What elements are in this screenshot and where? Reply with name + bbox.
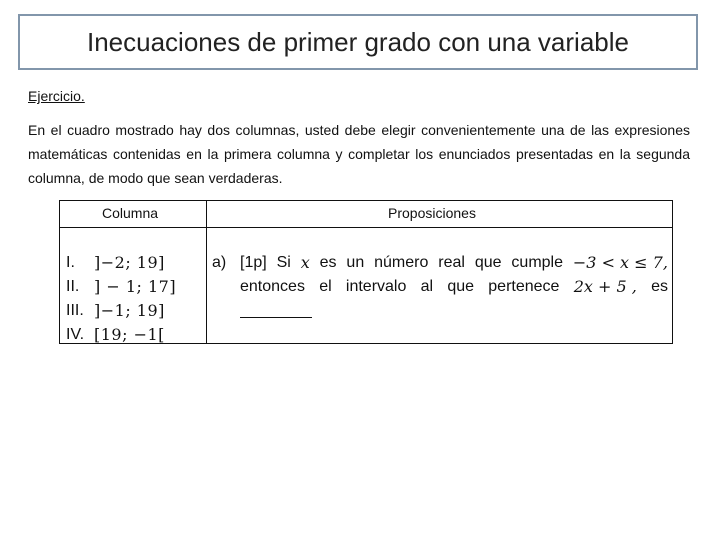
option-item [66, 299, 176, 323]
answer-blank[interactable] [240, 299, 312, 318]
column-header-columna: Columna [102, 205, 159, 221]
option-numeral: II. [66, 278, 80, 295]
word: pertenece [488, 278, 560, 295]
word: al [420, 278, 434, 295]
word: número [374, 254, 429, 271]
instructions-paragraph: En el cuadro mostrado hay dos columnas, usted debe elegir convenientemente una de las expresiones matemáticas contenidas en la primera columna y completar los enunciados presentadas en la segunda columna, de modo que sean verdaderas. [28, 122, 690, 186]
option-interval: [19; −1[ [94, 325, 165, 344]
proposition-label: a) [212, 254, 227, 271]
option-numeral: I. [66, 254, 75, 271]
option-item [66, 275, 176, 299]
option-item [66, 251, 176, 275]
word: Si [276, 254, 291, 271]
title-box [18, 14, 698, 70]
option-numeral: III. [66, 302, 84, 319]
option-interval: ]−1; 19] [94, 301, 165, 320]
word: es [651, 278, 668, 295]
option-interval: ]−2; 19] [94, 253, 165, 272]
word: real [438, 254, 465, 271]
option-item [66, 323, 176, 347]
exercise-table [59, 200, 673, 344]
inequality: −3 < x ≤ 7, [572, 253, 668, 272]
word: que [474, 254, 502, 271]
word: un [346, 254, 365, 271]
slide-title: Inecuaciones de primer grado con una variable [86, 26, 629, 57]
option-numeral: IV. [66, 326, 85, 343]
options-list [66, 251, 176, 347]
exercise-heading: Ejercicio. [28, 88, 85, 104]
column-divider [206, 201, 207, 343]
word: entonces [240, 278, 305, 295]
expression: 2x + 5 , [573, 277, 637, 296]
word: el [319, 278, 332, 295]
proposition-line-1 [240, 251, 668, 275]
header-divider [60, 227, 672, 228]
option-interval: ] − 1; 17] [94, 277, 177, 296]
word: intervalo [345, 278, 407, 295]
points-tag: [1p] [240, 254, 267, 271]
column-header-proposiciones: Proposiciones [388, 205, 476, 221]
word: es [319, 254, 337, 271]
word: cumple [511, 254, 563, 271]
proposition-a [212, 251, 668, 326]
proposition-line-2 [240, 275, 668, 299]
word: que [447, 278, 475, 295]
variable-x: x [300, 253, 310, 272]
